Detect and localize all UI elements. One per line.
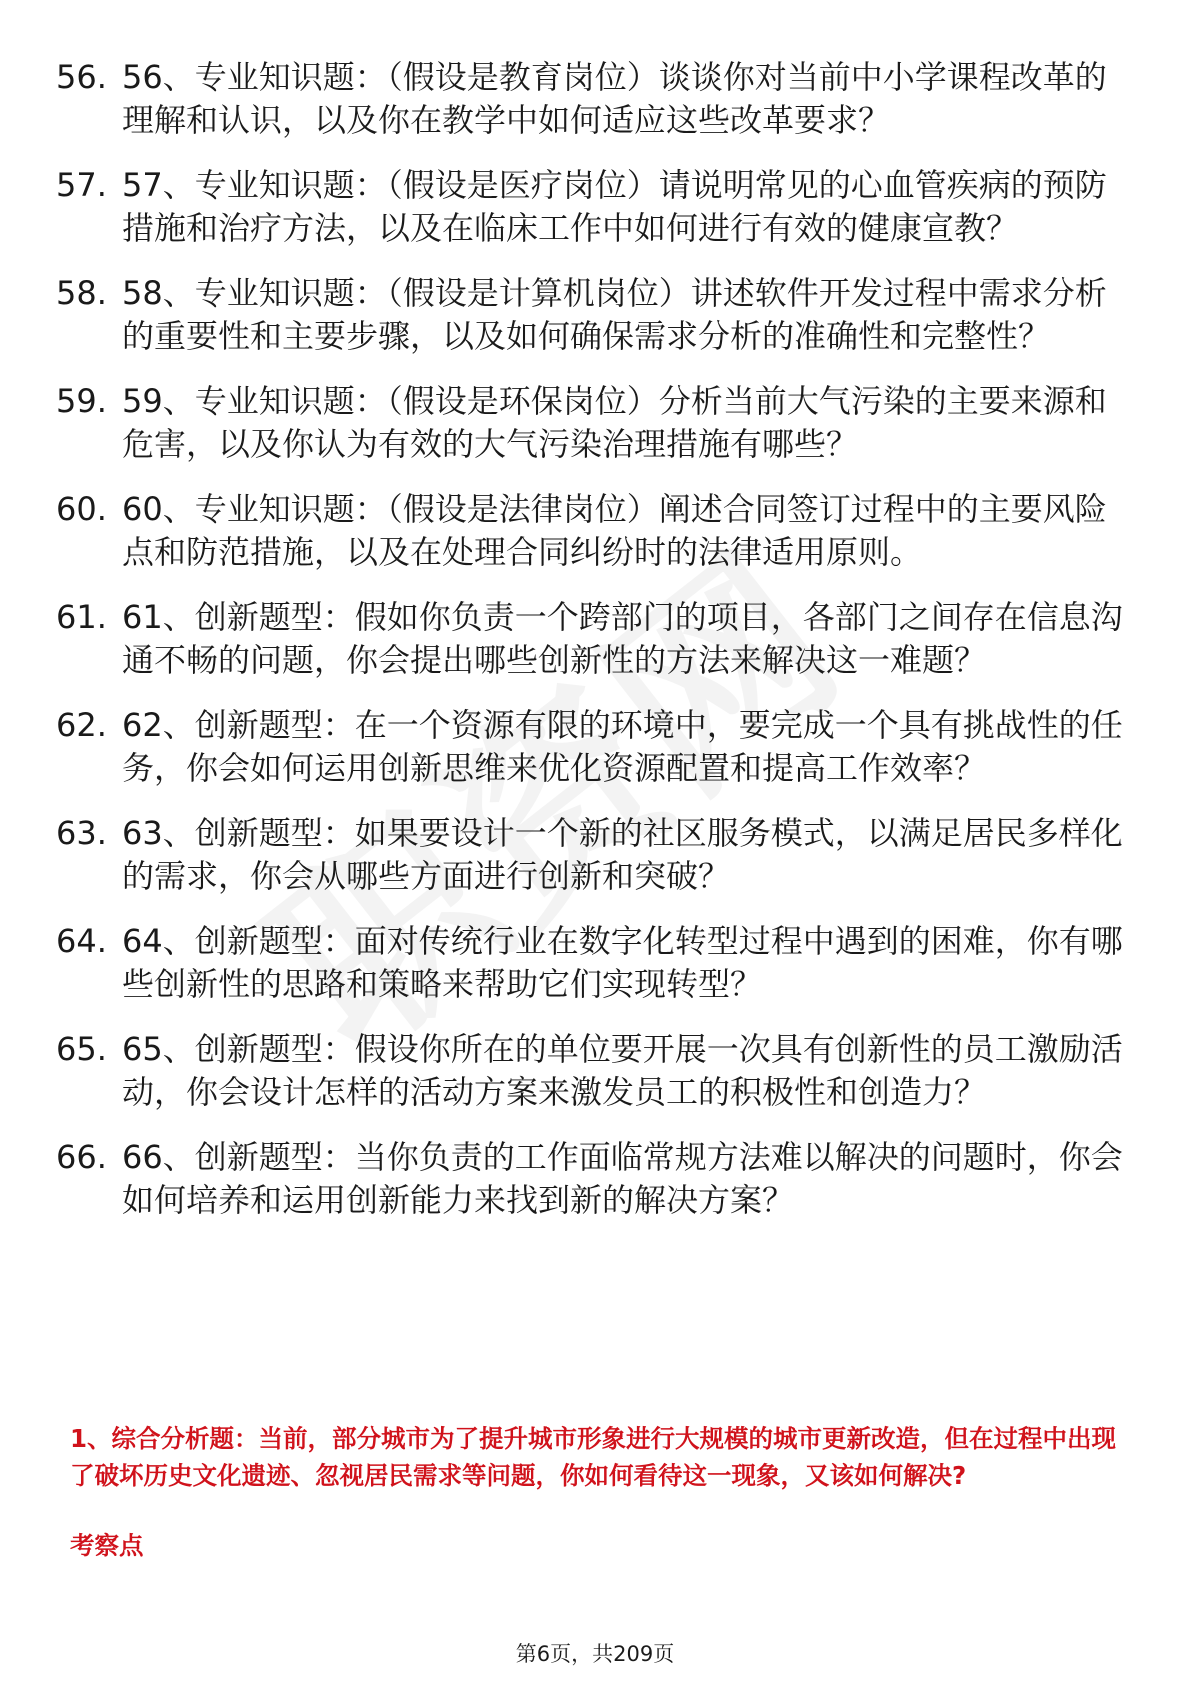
question-text: 65、创新题型：假设你所在的单位要开展一次具有创新性的员工激励活动，你会设计怎样的活动方案来激发员工的积极性和创造力？ (122, 1030, 1123, 1111)
question-item (56, 56, 1126, 142)
page-number: 第6页，共209页 (515, 1642, 675, 1666)
question-item (56, 272, 1126, 358)
question-number: 61. (56, 598, 107, 636)
question-number: 65. (56, 1030, 107, 1068)
question-text: 61、创新题型：假如你负责一个跨部门的项目，各部门之间存在信息沟通不畅的问题，你会提出哪些创新性的方法来解决这一难题？ (122, 598, 1123, 679)
question-item (56, 380, 1126, 466)
question-item (56, 704, 1126, 790)
question-text: 60、专业知识题：（假设是法律岗位）阐述合同签订过程中的主要风险点和防范措施，以及在处理合同纠纷时的法律适用原则。 (122, 490, 1107, 571)
question-number: 57. (56, 166, 107, 204)
analysis-subheading: 考察点 (70, 1531, 144, 1560)
question-text: 57、专业知识题：（假设是医疗岗位）请说明常见的心血管疾病的预防措施和治疗方法，以及在临床工作中如何进行有效的健康宣教？ (122, 166, 1107, 247)
page-footer (0, 1638, 1190, 1668)
question-number: 58. (56, 274, 107, 312)
question-number: 62. (56, 706, 107, 744)
question-item (56, 164, 1126, 250)
analysis-question: 1、综合分析题：当前，部分城市为了提升城市形象进行大规模的城市更新改造，但在过程中出现了破坏历史文化遗迹、忽视居民需求等问题，你如何看待这一现象，又该如何解决? (70, 1424, 1117, 1490)
question-number: 59. (56, 382, 107, 420)
analysis-section (70, 1420, 1120, 1564)
question-text: 63、创新题型：如果要设计一个新的社区服务模式，以满足居民多样化的需求，你会从哪些方面进行创新和突破？ (122, 814, 1123, 895)
question-number: 56. (56, 58, 107, 96)
question-text: 64、创新题型：面对传统行业在数字化转型过程中遇到的困难，你有哪些创新性的思路和策略来帮助它们实现转型？ (122, 922, 1123, 1003)
question-item (56, 1136, 1126, 1222)
question-text: 62、创新题型：在一个资源有限的环境中，要完成一个具有挑战性的任务，你会如何运用创新思维来优化资源配置和提高工作效率？ (122, 706, 1123, 787)
question-number: 60. (56, 490, 107, 528)
question-text: 56、专业知识题：（假设是教育岗位）谈谈你对当前中小学课程改革的理解和认识，以及你在教学中如何适应这些改革要求？ (122, 58, 1107, 139)
question-number: 63. (56, 814, 107, 852)
question-text: 58、专业知识题：（假设是计算机岗位）讲述软件开发过程中需求分析的重要性和主要步骤，以及如何确保需求分析的准确性和完整性？ (122, 274, 1107, 355)
question-number: 66. (56, 1138, 107, 1176)
question-item (56, 596, 1126, 682)
question-text: 66、创新题型：当你负责的工作面临常规方法难以解决的问题时，你会如何培养和运用创新能力来找到新的解决方案？ (122, 1138, 1123, 1219)
question-item (56, 812, 1126, 898)
question-number: 64. (56, 922, 107, 960)
question-item (56, 920, 1126, 1006)
question-list (56, 56, 1126, 1244)
question-text: 59、专业知识题：（假设是环保岗位）分析当前大气污染的主要来源和危害，以及你认为有效的大气污染治理措施有哪些？ (122, 382, 1107, 463)
question-item (56, 1028, 1126, 1114)
question-item (56, 488, 1126, 574)
